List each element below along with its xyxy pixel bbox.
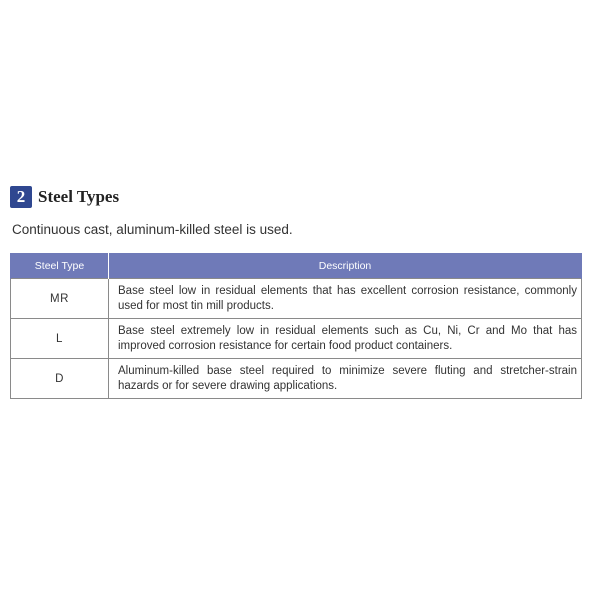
table-row	[11, 359, 582, 399]
table-row	[11, 319, 582, 359]
description-cell: Aluminum-killed base steel required to minimize severe fluting and stretcher-strain hazards or for severe drawing applications.	[109, 359, 582, 399]
description-cell: Base steel extremely low in residual elements such as Cu, Ni, Cr and Mo that has improved corrosion resistance for certain food product containers.	[109, 319, 582, 359]
table-header-row	[11, 253, 582, 279]
steel-type-cell: D	[11, 359, 109, 399]
steel-type-cell: L	[11, 319, 109, 359]
steel-type-cell: MR	[11, 279, 109, 319]
description-cell: Base steel low in residual elements that has excellent corrosion resistance, commonly used for most tin mill products.	[109, 279, 582, 319]
header-description: Description	[109, 253, 582, 279]
steel-types-table	[10, 253, 582, 399]
header-steel-type: Steel Type	[11, 253, 109, 279]
intro-text: Continuous cast, aluminum-killed steel is used.	[12, 222, 293, 237]
section-header	[10, 186, 119, 208]
table-row	[11, 279, 582, 319]
section-number-badge: 2	[10, 186, 32, 208]
section-title: Steel Types	[38, 187, 120, 206]
